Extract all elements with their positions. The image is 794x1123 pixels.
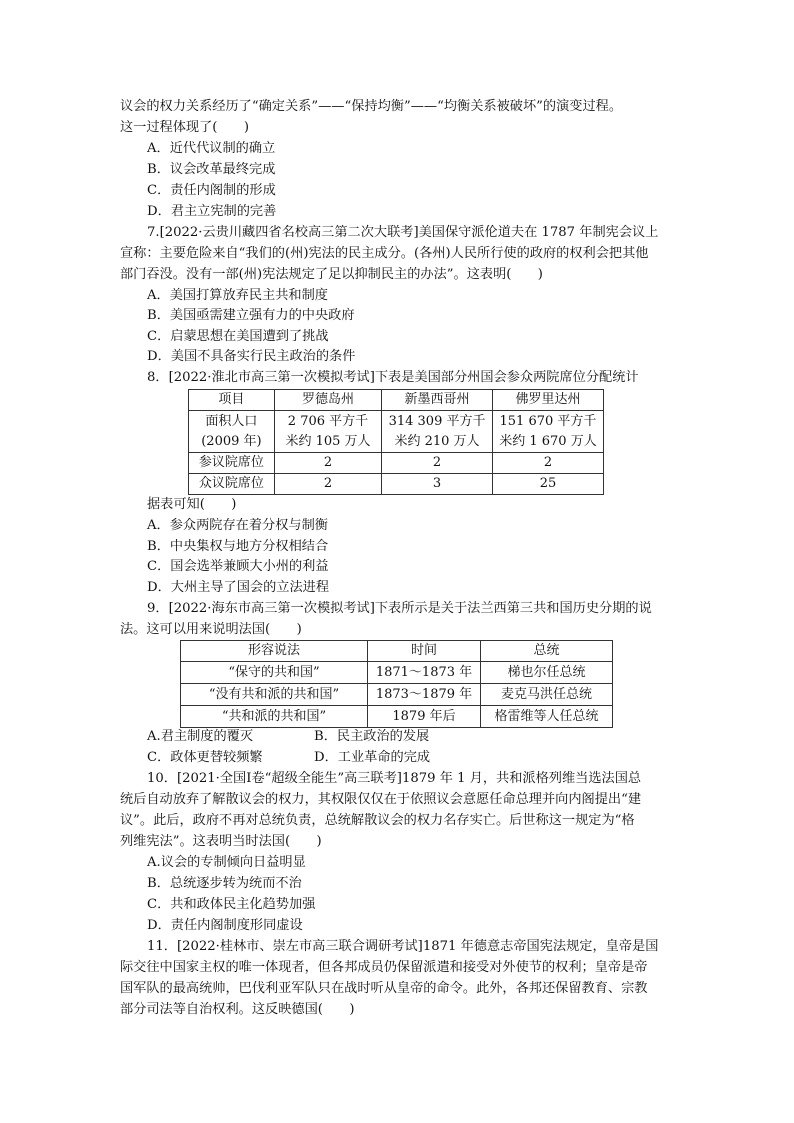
table-cell-area-label xyxy=(189,411,275,453)
table-cell: 2 xyxy=(274,453,381,474)
question-11-stem-line: 11．[2022·桂林市、崇左市高三联合调研考试]1871 年德意志帝国宪法规定，皇帝是国 xyxy=(147,939,659,954)
question-10-option-c[interactable]: C．共和政体民主化趋势加强 xyxy=(147,897,316,912)
question-11-stem-line: 国军队的最高统帅，巴伐利亚军队只在战时听从皇帝的命令。此外，各邦还保留教育、宗教 xyxy=(120,981,648,996)
question-6-option-b[interactable]: B．议会改革最终完成 xyxy=(147,162,276,177)
question-7-stem-line: 7.[2022·云贵川藏四省名校高三第二次大联考]美国保守派伦道夫在 1787 年制宪会议上 xyxy=(147,225,659,240)
question-9-option-a[interactable]: A.君主制度的覆灭 xyxy=(147,729,254,744)
table-cell: “没有共和派的共和国” xyxy=(181,684,368,706)
cell-line: 面积人口 xyxy=(205,413,258,429)
question-7-stem-line: 宣称：主要危险来自“我们的(州)宪法的民主成分。(各州)人民所行使的政府的权利会把其他 xyxy=(120,246,649,261)
question-8-stem-line: 8．[2022·淮北市高三第一次模拟考试]下表是美国部分州国会参众两院席位分配统计 xyxy=(147,370,639,385)
question-9-option-b[interactable]: B．民主政治的发展 xyxy=(314,729,430,744)
table-cell: 麦克马洪任总统 xyxy=(481,684,613,706)
question-6-option-a[interactable]: A．近代代议制的确立 xyxy=(147,141,276,156)
question-10-stem-line: 列维宪法”。这表明当时法国( ) xyxy=(120,834,322,849)
table-cell xyxy=(274,411,381,453)
table-cell: “保守的共和国” xyxy=(181,662,368,684)
question-10-option-b[interactable]: B．总统逐步转为统而不治 xyxy=(147,876,302,891)
table-cell-label: 众议院席位 xyxy=(189,474,275,495)
table-cell: 格雷维等人任总统 xyxy=(481,706,613,728)
question-10-stem-line: 议”。此后，政府不再对总统负责，总统解散议会的权力名存实亡。后世称这一规定为“格 xyxy=(120,813,635,828)
question-8-table xyxy=(188,389,604,495)
table-header-cell: 项目 xyxy=(189,390,275,411)
question-9-options-row-2 xyxy=(147,748,430,768)
question-11-stem-line: 际交往中国家主权的唯一体现者，但各邦成员仍保留派遣和接受对外使节的权利；皇帝是帝 xyxy=(120,960,648,975)
cell-line: (2009 年) xyxy=(201,433,262,449)
question-9-option-d[interactable]: D．工业革命的完成 xyxy=(314,750,431,765)
question-6-option-c[interactable]: C．责任内阁制的形成 xyxy=(147,183,276,198)
question-8-option-b[interactable]: B．中央集权与地方分权相结合 xyxy=(147,539,329,554)
question-8-option-a[interactable]: A．参众两院存在着分权与制衡 xyxy=(147,518,328,533)
table-row xyxy=(189,453,604,474)
question-8-option-c[interactable]: C．国会选举兼顾大小州的利益 xyxy=(147,559,329,574)
table-cell: 梯也尔任总统 xyxy=(481,662,613,684)
table-row xyxy=(189,411,604,453)
question-9-table xyxy=(180,640,613,728)
question-9-stem-line: 9．[2022·海东市高三第一次模拟考试]下表所示是关于法兰西第三共和国历史分期的说 xyxy=(147,601,652,616)
table-header-cell: 时间 xyxy=(368,641,481,662)
question-10-stem-line: 10．[2021·全国Ⅰ卷“超级全能生”高三联考]1879 年 1 月，共和派格列维当选法国总 xyxy=(147,771,642,786)
question-6-option-d[interactable]: D．君主立宪制的完善 xyxy=(147,204,277,219)
table-header-cell: 总统 xyxy=(481,641,613,662)
question-8-option-d[interactable]: D．大州主导了国会的立法进程 xyxy=(147,580,330,595)
table-cell-label: 参议院席位 xyxy=(189,453,275,474)
question-7-option-b[interactable]: B．美国亟需建立强有力的中央政府 xyxy=(147,308,355,323)
table-header-cell: 佛罗里达州 xyxy=(492,390,603,411)
cell-line: 151 670 平方千 xyxy=(499,413,597,429)
table-cell: 25 xyxy=(492,474,603,495)
cell-line: 米约 1 670 万人 xyxy=(499,433,597,449)
table-row xyxy=(181,684,613,706)
cell-line: 米约 105 万人 xyxy=(285,433,371,449)
table-header-cell: 新墨西哥州 xyxy=(382,390,493,411)
table-cell: 1873～1879 年 xyxy=(368,684,481,706)
table-cell xyxy=(382,411,493,453)
table-cell: 2 xyxy=(274,474,381,495)
question-10-option-a[interactable]: A.议会的专制倾向日益明显 xyxy=(147,855,306,870)
table-row xyxy=(189,474,604,495)
cell-line: 米约 210 万人 xyxy=(394,433,480,449)
question-8-prompt: 据表可知( ) xyxy=(147,497,237,512)
question-11-stem-line: 部分司法等自治权利。这反映德国( ) xyxy=(120,1002,355,1017)
cell-line: 2 706 平方千 xyxy=(287,413,369,429)
question-7-option-c[interactable]: C．启蒙思想在美国遭到了挑战 xyxy=(147,329,329,344)
table-row xyxy=(181,662,613,684)
question-7-option-a[interactable]: A．美国打算放弃民主共和制度 xyxy=(147,288,328,303)
table-header-cell: 罗德岛州 xyxy=(274,390,381,411)
question-6-stem-line: 议会的权力关系经历了“确定关系”——“保持均衡”——“均衡关系被破坏”的演变过程。 xyxy=(120,99,623,114)
table-cell: “共和派的共和国” xyxy=(181,706,368,728)
question-6-stem-line: 这一过程体现了( ) xyxy=(120,120,249,135)
table-cell: 1871～1873 年 xyxy=(368,662,481,684)
question-7-option-d[interactable]: D．美国不具备实行民主政治的条件 xyxy=(147,349,356,364)
table-cell: 3 xyxy=(382,474,493,495)
question-9-option-c[interactable]: C．政体更替较频繁 xyxy=(147,750,263,765)
table-header-row xyxy=(189,390,604,411)
question-9-stem-line: 法。这可以用来说明法国( ) xyxy=(120,622,302,637)
table-cell: 2 xyxy=(492,453,603,474)
question-10-option-d[interactable]: D．责任内阁制度形同虚设 xyxy=(147,918,303,933)
cell-line: 314 309 平方千 xyxy=(388,413,486,429)
table-row xyxy=(181,706,613,728)
question-10-stem-line: 统后自动放弃了解散议会的权力，其权限仅仅在于依照议会意愿任命总理并向内阁提出“建 xyxy=(120,792,642,807)
table-cell: 2 xyxy=(382,453,493,474)
table-header-cell: 形容说法 xyxy=(181,641,368,662)
table-cell xyxy=(492,411,603,453)
question-9-options-row-1 xyxy=(147,727,429,747)
table-header-row xyxy=(181,641,613,662)
question-7-stem-line: 部门吞没。没有一部(州)宪法规定了足以抑制民主的办法”。这表明( ) xyxy=(120,267,543,282)
table-cell: 1879 年后 xyxy=(368,706,481,728)
